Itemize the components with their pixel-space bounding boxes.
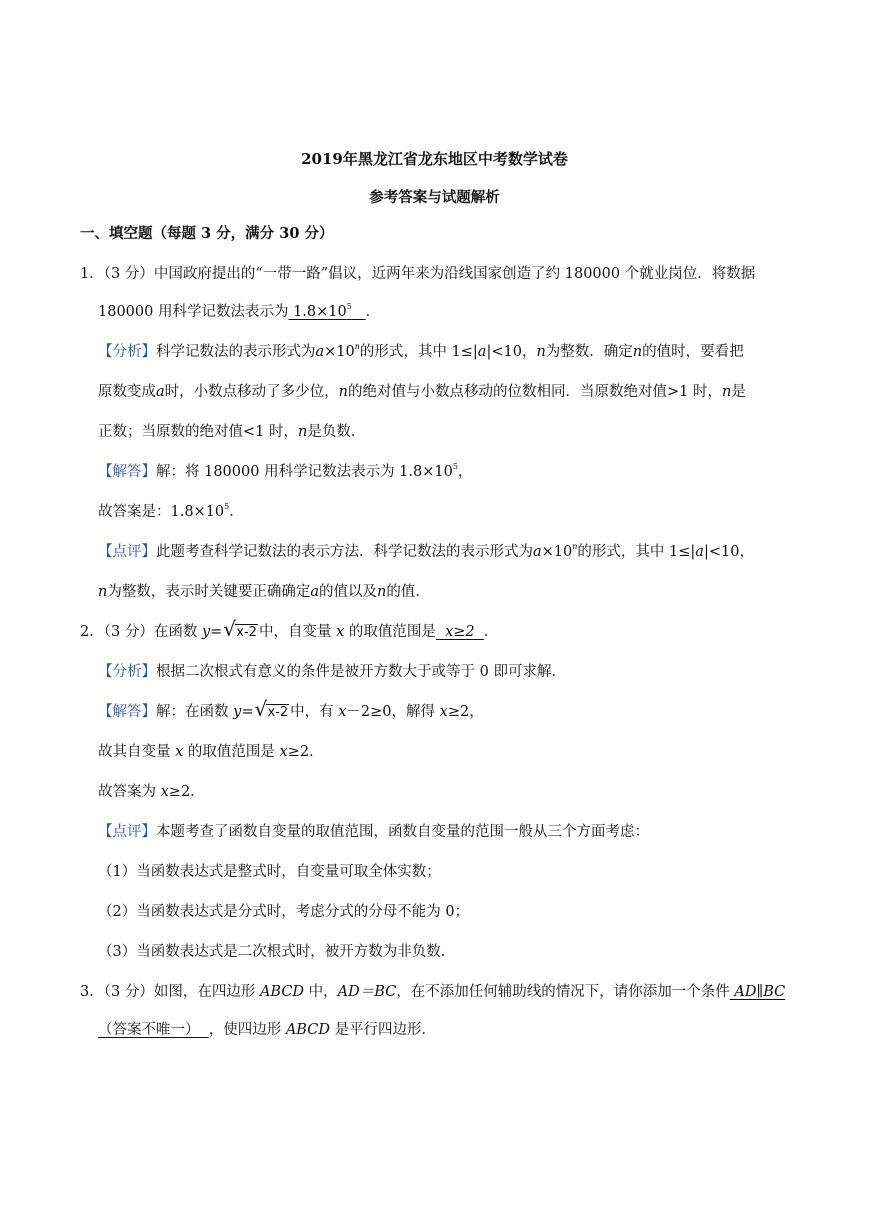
q2-comment-text: 本题考查了函数自变量的取值范围，函数自变量的范围一般从三个方面考虑： (156, 824, 649, 840)
q1-analysis-text: 为整数．确定 (545, 344, 633, 360)
var-n: n (338, 384, 348, 400)
q2-solution-line-3 (98, 782, 205, 802)
square-root (254, 697, 289, 722)
q1-solution-line-1 (98, 462, 472, 482)
q2-solution-line-2 (98, 742, 324, 762)
var-x: x (338, 704, 347, 720)
var-x: x (175, 744, 184, 760)
q1-solution-text: 解：将 180000 用科学记数法表示为 1.8×10 (156, 464, 453, 480)
q3-text: 如图，在四边形 (153, 984, 256, 1000)
q1-analysis-text: 时，小数点移动了多少位， (164, 384, 339, 400)
var-n: n (721, 384, 732, 400)
var-a: a (695, 544, 704, 560)
q1-comment-text: 的形式，其中 1≤| (577, 544, 696, 560)
q1-analysis-text: 是负数． (307, 424, 366, 440)
radical-sign-icon: √ (223, 617, 237, 641)
q1-analysis-text: 科学记数法的表示形式为 (156, 344, 316, 360)
radicand: x-2 (236, 625, 257, 640)
var-x: x (439, 704, 448, 720)
q2-comment-point-2: （2）当函数表达式是分式时，考虑分式的分母不能为 0； (98, 904, 470, 920)
var-y: y (201, 624, 211, 640)
var-x: x (160, 784, 169, 800)
q2-score: （3 分） (103, 624, 154, 640)
q1-text-cont: 180000 用科学记数法表示为 (98, 304, 289, 320)
q2-text: ． (483, 624, 499, 640)
equals-sign: = (241, 704, 254, 720)
quad-abcd: ABCD (285, 1022, 330, 1038)
q3-line-1 (80, 982, 785, 1002)
q1-comment-line-2 (98, 582, 430, 602)
q1-answer (288, 304, 365, 320)
q2-solution-text: －2≥0，解得 (346, 704, 436, 720)
q2-solution-text: 解：在函数 (156, 704, 229, 720)
q3-line-2 (98, 1020, 436, 1040)
comment-tag: 【点评】 (98, 824, 156, 840)
var-n: n (536, 344, 546, 360)
q1-analysis-line-1 (98, 342, 744, 362)
q3-text: 是平行四边形． (334, 1022, 437, 1038)
radical-sign-icon: √ (254, 697, 268, 721)
q2-analysis-line (98, 662, 566, 682)
radicand: x-2 (267, 705, 289, 720)
q1-analysis-text: 正数；当原数的绝对值<1 时， (98, 424, 298, 440)
q1-text: 中国政府提出的“一带一路”倡议，近两年来为沿线国家创造了约 180000 个就业岗位．将数据 (153, 266, 756, 282)
q1-analysis-line-3 (98, 422, 365, 442)
q1-analysis-line-2 (98, 382, 746, 402)
q1-solution-text: ， (457, 464, 473, 480)
q3-text: ，在不添加任何辅助线的情况下，请你添加一个条件 (396, 984, 730, 1000)
q2-solution-line-1 (98, 697, 484, 722)
var-a: a (310, 584, 319, 600)
var-a: a (477, 344, 487, 360)
q1-comment-text: 为整数，表示时关键要正确确定 (107, 584, 311, 600)
q3-text: 中， (308, 984, 338, 1000)
q2-solution-text: 中，有 (290, 704, 334, 720)
q2-answer: x≥2 (435, 624, 484, 640)
q2-line-1 (80, 617, 499, 642)
section-heading: 一、填空题（每题 3 分，满分 30 分） (80, 225, 334, 242)
var-a: a (315, 344, 325, 360)
document-subtitle: 参考答案与试题解析 (369, 189, 500, 206)
solution-tag: 【解答】 (98, 464, 156, 480)
q1-solution-text: 故答案是：1.8×10 (98, 504, 225, 520)
sci-times: ×10 (324, 344, 355, 360)
q1-solution-exp: 5 (224, 502, 230, 511)
q2-solution-text: ≥2． (168, 784, 205, 800)
q2-text: 的取值范围是 (348, 624, 436, 640)
q1-answer-exp: 5 (346, 302, 352, 311)
q2-comment-line (98, 822, 649, 842)
q1-analysis-text: |<10， (486, 344, 537, 360)
analysis-tag: 【分析】 (98, 664, 156, 680)
sci-exp: n (572, 542, 578, 551)
var-a: a (533, 544, 542, 560)
q2-comment-point-3: （3）当函数表达式是二次根式时，被开方数为非负数． (98, 944, 456, 960)
q2-number: 2． (80, 624, 104, 640)
quad-abcd: ABCD (259, 984, 305, 1000)
equals-sign: = (210, 624, 223, 640)
q1-solution-line-2 (98, 502, 244, 522)
q1-number: 1． (80, 266, 104, 282)
q1-analysis-text: 原数变成 (98, 384, 156, 400)
q3-answer: AD∥BC (729, 984, 786, 1000)
var-n: n (632, 344, 643, 360)
sci-exp: n (354, 342, 360, 351)
q1-line-2 (98, 302, 380, 322)
var-a: a (156, 384, 165, 400)
sci-times: ×10 (541, 544, 573, 560)
q1-analysis-text: 的绝对值与小数点移动的位数相同．当原数绝对值>1 时， (348, 384, 722, 400)
q2-comment-point-1: （1）当函数表达式是整式时，自变量可取全体实数； (98, 864, 441, 880)
q1-analysis-text: 是 (731, 384, 746, 400)
var-n: n (98, 584, 108, 600)
q1-line-1 (80, 264, 755, 284)
square-root (223, 617, 258, 642)
q1-solution-text: ． (229, 504, 244, 520)
q2-solution-text: 故其自变量 (98, 744, 171, 760)
q1-comment-text: 的值． (386, 584, 430, 600)
var-n: n (297, 424, 308, 440)
q1-analysis-text: 的值时，要看把 (642, 344, 744, 360)
q2-solution-text: ≥2， (447, 704, 484, 720)
q3-score: （3 分） (103, 984, 154, 1000)
q1-solution-exp: 5 (452, 462, 458, 471)
q2-solution-text: ≥2． (287, 744, 324, 760)
q1-comment-line-1 (98, 542, 754, 562)
var-n: n (377, 584, 387, 600)
q1-comment-text: 此题考查科学记数法的表示方法．科学记数法的表示形式为 (156, 544, 533, 560)
var-x: x (336, 624, 345, 640)
q1-answer-base: 1.8×10 (288, 304, 347, 320)
q1-comment-text: |<10， (703, 544, 754, 560)
q2-text: 在函数 (153, 624, 198, 640)
q1-score: （3 分） (103, 266, 154, 282)
q1-comment-text: 的值以及 (319, 584, 377, 600)
q3-condition: AD＝BC (337, 984, 397, 1000)
q1-analysis-text: 的形式，其中 1≤| (359, 344, 478, 360)
analysis-tag: 【分析】 (98, 344, 156, 360)
q2-solution-text: 故答案为 (98, 784, 156, 800)
var-y: y (233, 704, 242, 720)
q2-solution-text: 的取值范围是 (187, 744, 275, 760)
q2-text: 中，自变量 (258, 624, 332, 640)
solution-tag: 【解答】 (98, 704, 156, 720)
q3-number: 3． (80, 984, 104, 1000)
q3-text: ，使四边形 (208, 1022, 282, 1038)
var-x: x (279, 744, 288, 760)
q2-analysis-text: 根据二次根式有意义的条件是被开方数大于或等于 0 即可求解． (156, 664, 566, 680)
document-title: 2019年黑龙江省龙东地区中考数学试卷 (301, 150, 568, 168)
comment-tag: 【点评】 (98, 544, 156, 560)
q1-text-end: ． (365, 304, 381, 320)
q3-answer-note: （答案不唯一） (98, 1022, 209, 1038)
